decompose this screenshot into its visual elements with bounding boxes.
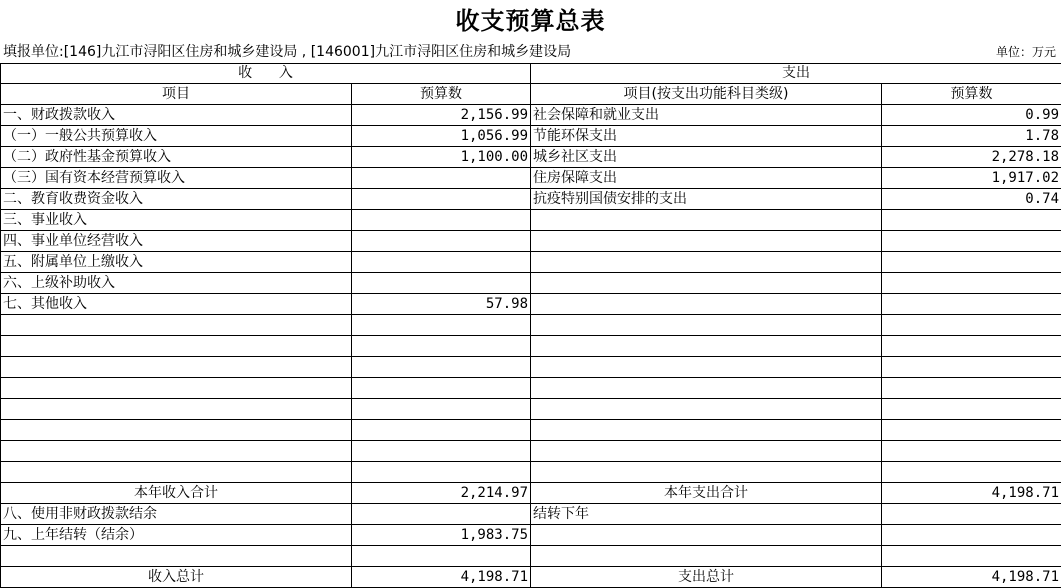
table-row — [1, 399, 1061, 420]
income-item-cell: 五、附属单位上缴收入 — [1, 252, 352, 273]
income-value-cell — [352, 420, 531, 441]
table-row — [1, 231, 1061, 252]
expense-value-cell — [882, 462, 1061, 483]
expense-budget-header: 预算数 — [882, 84, 1061, 105]
expense-value-cell — [882, 378, 1061, 399]
income-item-cell — [1, 378, 352, 399]
expense-value-cell — [882, 441, 1061, 462]
income-value-cell: 1,056.99 — [352, 126, 531, 147]
income-item-cell: （三）国有资本经营预算收入 — [1, 168, 352, 189]
income-item-cell — [1, 357, 352, 378]
table-row — [1, 525, 1061, 546]
expense-item-cell: 抗疫特别国债安排的支出 — [531, 189, 882, 210]
expense-value-cell — [882, 294, 1061, 315]
expense-item-cell — [531, 525, 882, 546]
table-row — [1, 315, 1061, 336]
expense-value-cell: 0.74 — [882, 189, 1061, 210]
expense-value-cell — [882, 504, 1061, 525]
table-row — [1, 420, 1061, 441]
expense-item-cell — [531, 399, 882, 420]
table-row — [1, 546, 1061, 567]
table-row — [1, 147, 1061, 168]
income-item-cell: 七、其他收入 — [1, 294, 352, 315]
income-value-cell — [352, 546, 531, 567]
header-group-row — [1, 64, 1061, 84]
income-item-cell: 九、上年结转（结余） — [1, 525, 352, 546]
income-value-cell — [352, 273, 531, 294]
total-row — [1, 567, 1061, 588]
expense-value-cell — [882, 546, 1061, 567]
income-item-cell: （二）政府性基金预算收入 — [1, 147, 352, 168]
income-item-header: 项目 — [1, 84, 352, 105]
income-item-cell: 一、财政拨款收入 — [1, 105, 352, 126]
expense-item-cell — [531, 420, 882, 441]
expense-value-cell — [882, 315, 1061, 336]
table-row — [1, 504, 1061, 525]
income-value-cell: 2,156.99 — [352, 105, 531, 126]
table-row — [1, 462, 1061, 483]
income-value-cell — [352, 357, 531, 378]
income-item-cell: 三、事业收入 — [1, 210, 352, 231]
expense-value-cell — [882, 252, 1061, 273]
income-item-cell: 六、上级补助收入 — [1, 273, 352, 294]
expense-group-header: 支出 — [531, 64, 1061, 84]
income-value-cell — [352, 441, 531, 462]
table-row — [1, 105, 1061, 126]
expense-total-label: 支出总计 — [531, 567, 882, 588]
table-row — [1, 168, 1061, 189]
expense-item-cell — [531, 441, 882, 462]
expense-item-cell: 节能环保支出 — [531, 126, 882, 147]
table-row — [1, 210, 1061, 231]
income-budget-header: 预算数 — [352, 84, 531, 105]
expense-total-value: 4,198.71 — [882, 483, 1061, 504]
income-value-cell — [352, 504, 531, 525]
expense-item-cell — [531, 210, 882, 231]
income-total-label: 收入总计 — [1, 567, 352, 588]
expense-value-cell: 1,917.02 — [882, 168, 1061, 189]
income-item-cell — [1, 420, 352, 441]
expense-item-cell — [531, 357, 882, 378]
expense-value-cell: 1.78 — [882, 126, 1061, 147]
expense-value-cell — [882, 336, 1061, 357]
table-row — [1, 189, 1061, 210]
income-value-cell — [352, 189, 531, 210]
income-value-cell: 57.98 — [352, 294, 531, 315]
income-item-cell: 四、事业单位经营收入 — [1, 231, 352, 252]
expense-item-cell — [531, 546, 882, 567]
table-row — [1, 126, 1061, 147]
income-group-header: 收 入 — [1, 64, 531, 84]
expense-item-cell — [531, 462, 882, 483]
income-value-cell — [352, 378, 531, 399]
income-item-cell — [1, 336, 352, 357]
expense-item-cell — [531, 231, 882, 252]
expense-item-cell — [531, 294, 882, 315]
income-item-cell — [1, 546, 352, 567]
table-row — [1, 378, 1061, 399]
expense-item-cell — [531, 252, 882, 273]
income-value-cell — [352, 336, 531, 357]
header-column-row — [1, 84, 1061, 105]
table-row — [1, 336, 1061, 357]
income-item-cell: （一）一般公共预算收入 — [1, 126, 352, 147]
table-row — [1, 441, 1061, 462]
page-title: 收支预算总表 — [455, 7, 606, 35]
income-item-cell — [1, 441, 352, 462]
unit-label: 单位：万元 — [995, 45, 1056, 59]
expense-value-cell — [882, 399, 1061, 420]
expense-item-cell — [531, 315, 882, 336]
expense-item-cell — [531, 378, 882, 399]
income-item-cell — [1, 462, 352, 483]
subtotal-row — [1, 483, 1061, 504]
expense-item-cell: 住房保障支出 — [531, 168, 882, 189]
expense-value-cell — [882, 420, 1061, 441]
table-row — [1, 252, 1061, 273]
income-item-cell — [1, 399, 352, 420]
expense-total-label: 本年支出合计 — [531, 483, 882, 504]
expense-value-cell: 2,278.18 — [882, 147, 1061, 168]
meta-row — [0, 43, 1061, 61]
expense-value-cell — [882, 357, 1061, 378]
income-total-label: 本年收入合计 — [1, 483, 352, 504]
reporting-unit: 填报单位:[146]九江市浔阳区住房和城乡建设局 , [146001]九江市浔阳区住房和城乡建设局 — [3, 44, 572, 60]
income-value-cell — [352, 210, 531, 231]
income-item-cell — [1, 315, 352, 336]
expense-value-cell — [882, 231, 1061, 252]
income-item-cell: 二、教育收费资金收入 — [1, 189, 352, 210]
table-row — [1, 273, 1061, 294]
expense-item-header: 项目(按支出功能科目类级) — [531, 84, 882, 105]
income-value-cell — [352, 315, 531, 336]
income-total-value: 4,198.71 — [352, 567, 531, 588]
income-value-cell — [352, 252, 531, 273]
expense-value-cell — [882, 210, 1061, 231]
income-total-value: 2,214.97 — [352, 483, 531, 504]
expense-item-cell — [531, 336, 882, 357]
expense-item-cell — [531, 273, 882, 294]
income-value-cell — [352, 168, 531, 189]
income-value-cell: 1,983.75 — [352, 525, 531, 546]
expense-value-cell — [882, 273, 1061, 294]
income-value-cell: 1,100.00 — [352, 147, 531, 168]
expense-item-cell: 社会保障和就业支出 — [531, 105, 882, 126]
expense-item-cell: 城乡社区支出 — [531, 147, 882, 168]
expense-total-value: 4,198.71 — [882, 567, 1061, 588]
table-row — [1, 357, 1061, 378]
expense-value-cell: 0.99 — [882, 105, 1061, 126]
income-value-cell — [352, 231, 531, 252]
budget-table — [0, 63, 1061, 588]
income-value-cell — [352, 399, 531, 420]
income-value-cell — [352, 462, 531, 483]
expense-item-cell: 结转下年 — [531, 504, 882, 525]
income-item-cell: 八、使用非财政拨款结余 — [1, 504, 352, 525]
table-row — [1, 294, 1061, 315]
expense-value-cell — [882, 525, 1061, 546]
